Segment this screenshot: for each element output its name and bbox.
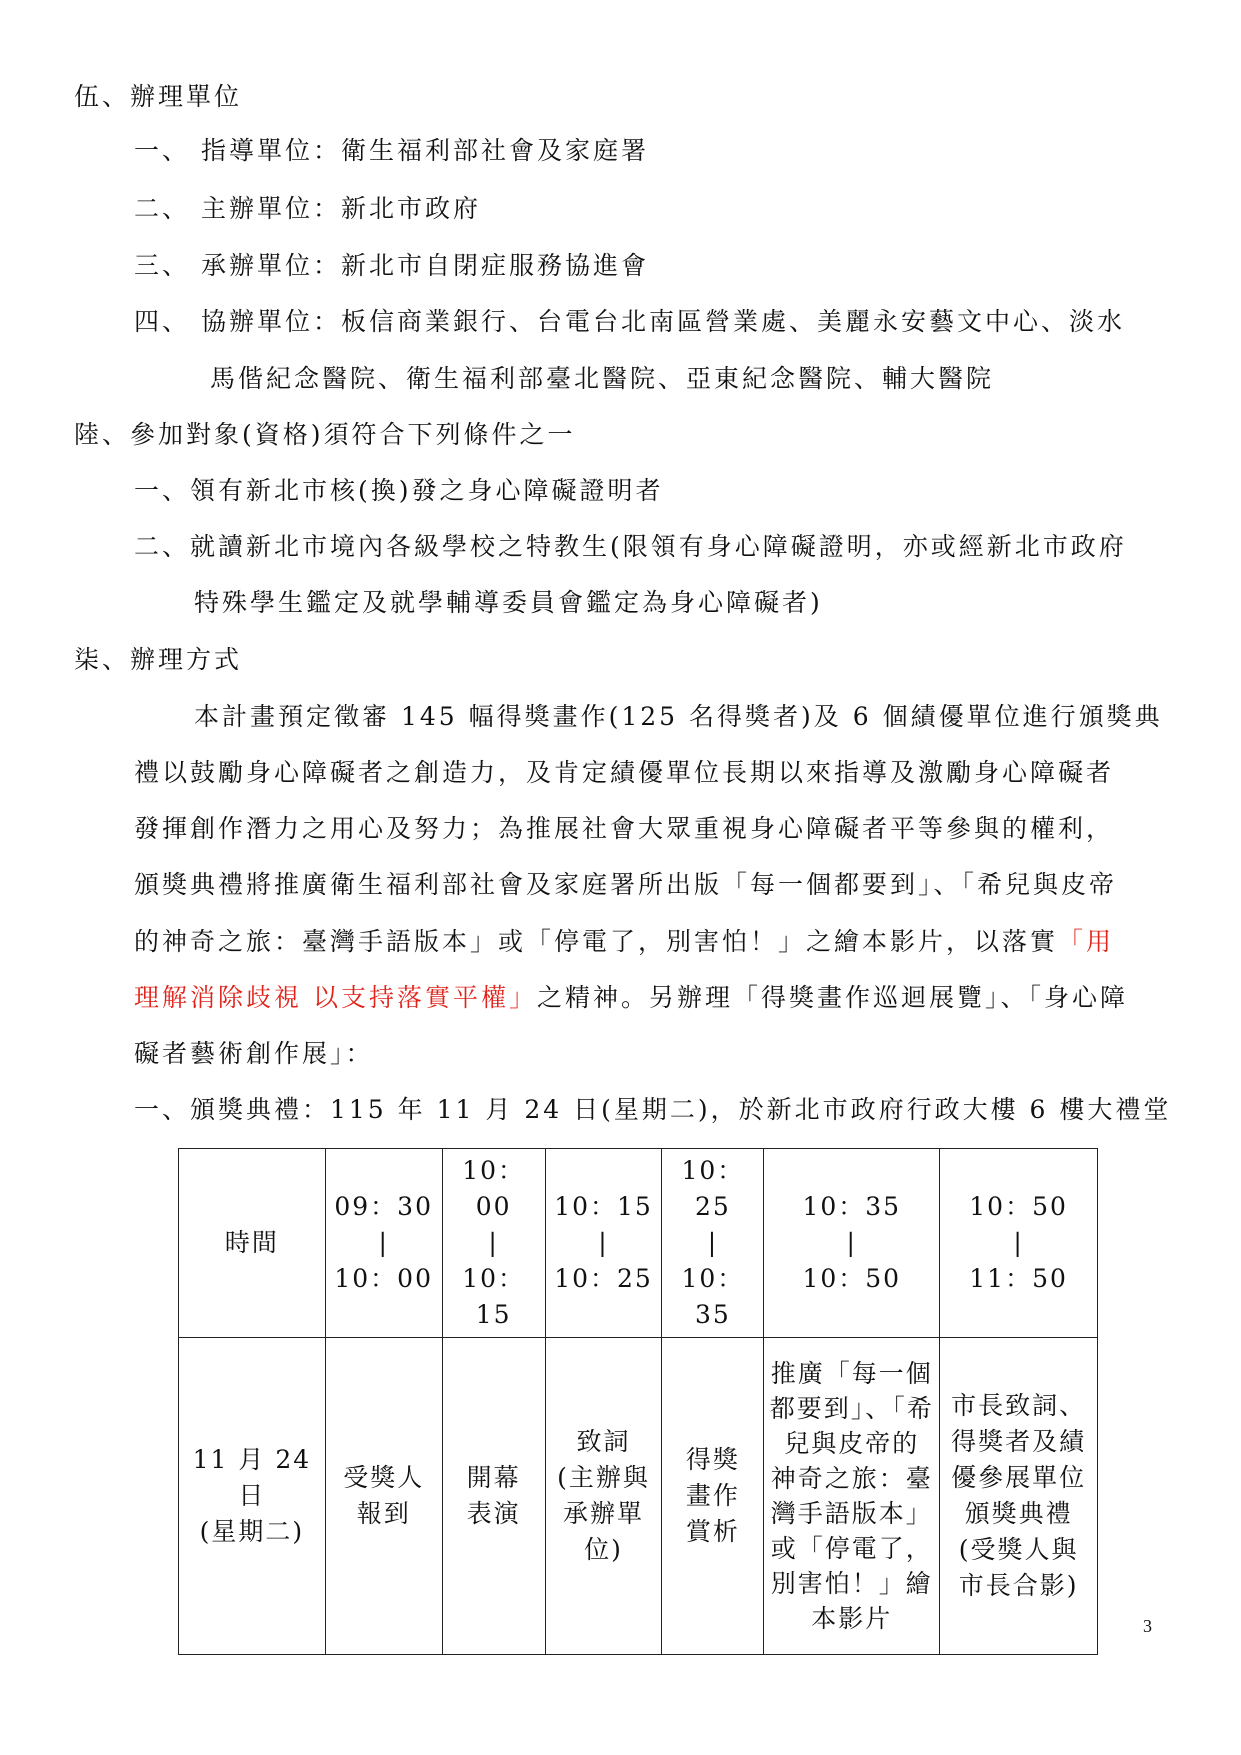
sec7-paragraph-line1: 本計畫預定徵審 145 幅得獎畫作(125 名得獎者)及 6 個績優單位進行頒獎典 bbox=[194, 702, 1163, 731]
sec7-paragraph-line7: 礙者藝術創作展」： bbox=[134, 1039, 374, 1068]
emphasis-text-start: 「用 bbox=[1058, 927, 1115, 956]
sec7-paragraph-line3: 發揮創作潛力之用心及努力；為推展社會大眾重視身心障礙者平等參與的權利， bbox=[134, 814, 1115, 843]
time-row bbox=[179, 1149, 1098, 1338]
sec6-item-2-line1: 二、就讀新北市境內各級學校之特教生(限領有身心障礙證明，亦或經新北市政府 bbox=[134, 532, 1127, 561]
sec7-paragraph-line6 bbox=[134, 981, 1128, 1015]
section-5-heading: 伍、辦理單位 bbox=[74, 82, 243, 111]
sec7-paragraph-line2: 禮以鼓勵身心障礙者之創造力，及肯定績優單位長期以來指導及激勵身心障礙者 bbox=[134, 758, 1115, 787]
event-row bbox=[179, 1338, 1098, 1655]
event-cell: 致詞 (主辦與 承辦單 位) bbox=[545, 1338, 662, 1655]
event-cell: 受獎人 報到 bbox=[325, 1338, 442, 1655]
time-cell: 09：30 | 10：00 bbox=[325, 1149, 442, 1338]
time-cell: 10：15 | 10：25 bbox=[545, 1149, 662, 1338]
emphasis-text: 理解消除歧視 以支持落實平權」 bbox=[134, 983, 537, 1012]
sec5-item-3: 三、 承辦單位：新北市自閉症服務協進會 bbox=[134, 251, 649, 280]
sec5-item-1: 一、 指導單位：衛生福利部社會及家庭署 bbox=[134, 136, 649, 165]
sec7-paragraph-line5 bbox=[134, 925, 1114, 959]
section-6-heading: 陸、參加對象(資格)須符合下列條件之一 bbox=[74, 420, 576, 449]
event-cell: 市長致詞、 得獎者及績 優參展單位 頒獎典禮 (受獎人與 市長合影) bbox=[940, 1338, 1098, 1655]
time-cell: 10：00 | 10：15 bbox=[442, 1149, 545, 1338]
time-cell: 10：35 | 10：50 bbox=[764, 1149, 940, 1338]
page-number: 3 bbox=[1143, 1616, 1152, 1636]
sec6-item-2-line2: 特殊學生鑑定及就學輔導委員會鑑定為身心障礙者) bbox=[194, 588, 823, 617]
sec7-p6-text: 之精神。另辦理「得獎畫作巡迴展覽」、「身心障 bbox=[536, 983, 1128, 1012]
event-cell: 開幕 表演 bbox=[442, 1338, 545, 1655]
event-cell: 推廣「每一個 都要到」、「希 兒與皮帝的 神奇之旅：臺 灣手語版本」 或「停電了， 別害怕！」繪 本影片 bbox=[764, 1338, 940, 1655]
sec5-item-2: 二、 主辦單位：新北市政府 bbox=[134, 194, 481, 223]
sec7-item-1: 一、頒獎典禮：115 年 11 月 24 日(星期二)，於新北市政府行政大樓 6 樓大禮堂 bbox=[134, 1095, 1172, 1124]
section-7-heading: 柒、辦理方式 bbox=[74, 645, 243, 674]
sec5-item-4-line2: 馬偕紀念醫院、衛生福利部臺北醫院、亞東紀念醫院、輔大醫院 bbox=[210, 364, 995, 393]
date-cell: 11 月 24 日 (星期二) bbox=[179, 1338, 326, 1655]
time-cell: 10：50 | 11：50 bbox=[940, 1149, 1098, 1338]
ceremony-schedule-table bbox=[178, 1148, 1098, 1655]
sec5-item-4-line1: 四、 協辦單位：板信商業銀行、台電台北南區營業處、美麗永安藝文中心、淡水 bbox=[134, 307, 1125, 336]
sec6-item-1: 一、領有新北市核(換)發之身心障礙證明者 bbox=[134, 476, 664, 505]
sec7-p5-text: 的神奇之旅：臺灣手語版本」或「停電了，別害怕！」之繪本影片，以落實 bbox=[134, 927, 1059, 956]
event-cell: 得獎 畫作 賞析 bbox=[662, 1338, 764, 1655]
time-header-cell: 時間 bbox=[179, 1149, 326, 1338]
sec7-paragraph-line4: 頒獎典禮將推廣衛生福利部社會及家庭署所出版「每一個都要到」、「希兒與皮帝 bbox=[134, 870, 1118, 899]
time-cell: 10：25 | 10：35 bbox=[662, 1149, 764, 1338]
